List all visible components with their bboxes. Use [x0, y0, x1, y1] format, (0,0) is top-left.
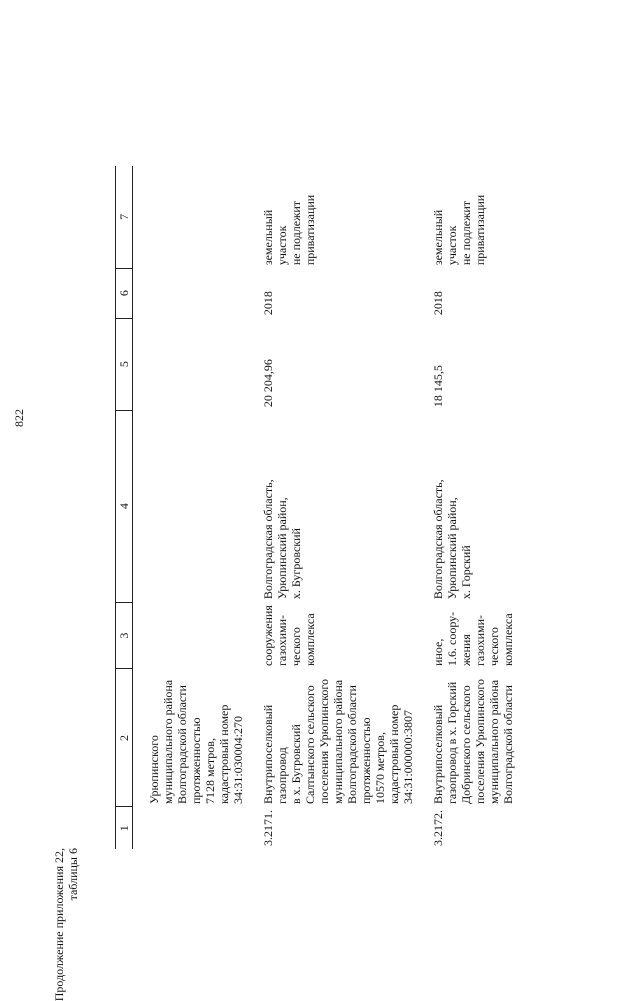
text-line: жения: [459, 634, 473, 666]
text-line: газопровод в х. Горский: [445, 681, 459, 804]
text-line: газохими-: [473, 614, 487, 666]
text-line: протяженностью: [359, 717, 373, 804]
text-line: кадастровый номер: [387, 704, 401, 804]
text-line: поселения Урюпинского: [317, 678, 331, 804]
text-line: приватизации: [473, 194, 487, 266]
text-line: кадастровый номер: [217, 704, 231, 804]
text-line: не подлежит: [459, 200, 473, 266]
text-line: Волгоградская область,: [431, 479, 445, 600]
table-row: [259, 166, 417, 849]
text-line: земельный: [261, 209, 275, 266]
text-line: Волгоградская область,: [261, 479, 275, 600]
text-line: ческого: [487, 627, 501, 666]
header-col-3: 3: [116, 602, 133, 669]
header-col-2: 2: [116, 669, 133, 807]
text-line: Добринского сельского: [459, 685, 473, 804]
object-value: [145, 318, 247, 410]
text-line: участок: [445, 225, 459, 266]
row-number: 3.2171.: [261, 810, 275, 846]
row-number: 3.2172.: [431, 810, 445, 846]
object-note: [145, 166, 247, 268]
text-line: х. Горский: [459, 545, 473, 600]
text-line: участок: [275, 225, 289, 266]
object-address: [259, 410, 417, 602]
text-line: Урюпинский район,: [445, 497, 459, 600]
text-line: комплекса: [303, 613, 317, 666]
text-line: Внутрипоселковый: [431, 704, 445, 804]
header-col-6: 6: [116, 268, 133, 318]
text-line: в х. Бугровский: [289, 724, 303, 804]
text-line: сооружения: [261, 605, 275, 666]
header-col-5: 5: [116, 318, 133, 410]
continuation-line-1: Продолжение приложения 22,: [52, 848, 66, 1001]
text-line: поселения Урюпинского: [473, 678, 487, 804]
text-line: Внутрипоселковый: [261, 704, 275, 804]
text-line: 34:31:030004:270: [231, 715, 245, 804]
object-type: [259, 602, 417, 669]
object-type: [145, 602, 247, 669]
text-line: Салтынского сельского: [303, 685, 317, 804]
object-name: [145, 669, 247, 807]
header-col-7: 7: [116, 166, 133, 268]
object-year: [145, 268, 247, 318]
continuation-line-2: таблицы 6: [66, 848, 80, 901]
object-name: [259, 669, 417, 807]
object-year: 2018: [431, 291, 445, 316]
object-value: 20 204,96: [261, 359, 275, 408]
text-line: приватизации: [303, 194, 317, 266]
text-line: Волгоградской области: [345, 685, 359, 804]
property-table: [115, 166, 517, 849]
text-line: Волгоградской области: [175, 685, 189, 804]
text-line: не подлежит: [289, 200, 303, 266]
object-note: [259, 166, 417, 268]
text-line: Урюпинского: [147, 735, 161, 804]
page-number: 822: [12, 409, 26, 427]
text-line: Урюпинский район,: [275, 497, 289, 600]
text-line: 7128 метров,: [203, 738, 217, 804]
table-row: [145, 166, 247, 849]
header-col-1: 1: [116, 807, 133, 849]
text-line: 1.6. соору-: [445, 611, 459, 666]
text-line: Волгоградской области: [501, 685, 515, 804]
object-address: [145, 410, 247, 602]
text-line: земельный: [431, 209, 445, 266]
row-number: [145, 807, 247, 849]
table-row: [429, 166, 517, 849]
text-line: 34:31:000000:3807: [401, 709, 415, 804]
object-note: [429, 166, 517, 268]
object-address: [429, 410, 517, 602]
object-value: 18 145,5: [431, 365, 445, 408]
header-row: [116, 166, 133, 849]
object-type: [429, 602, 517, 669]
text-line: муниципального района: [331, 679, 345, 804]
text-line: протяженностью: [189, 717, 203, 804]
text-line: 10570 метров,: [373, 732, 387, 804]
text-line: газопровод: [275, 747, 289, 804]
continuation-note: [52, 848, 80, 1001]
text-line: х. Бугровский: [289, 528, 303, 600]
header-col-4: 4: [116, 410, 133, 602]
text-line: комплекса: [501, 613, 515, 666]
object-name: [429, 669, 517, 807]
object-year: 2018: [261, 291, 275, 316]
text-line: иное,: [431, 638, 445, 666]
text-line: муниципального района: [161, 679, 175, 804]
text-line: ческого: [289, 627, 303, 666]
text-line: муниципального района: [487, 679, 501, 804]
text-line: газохими-: [275, 614, 289, 666]
